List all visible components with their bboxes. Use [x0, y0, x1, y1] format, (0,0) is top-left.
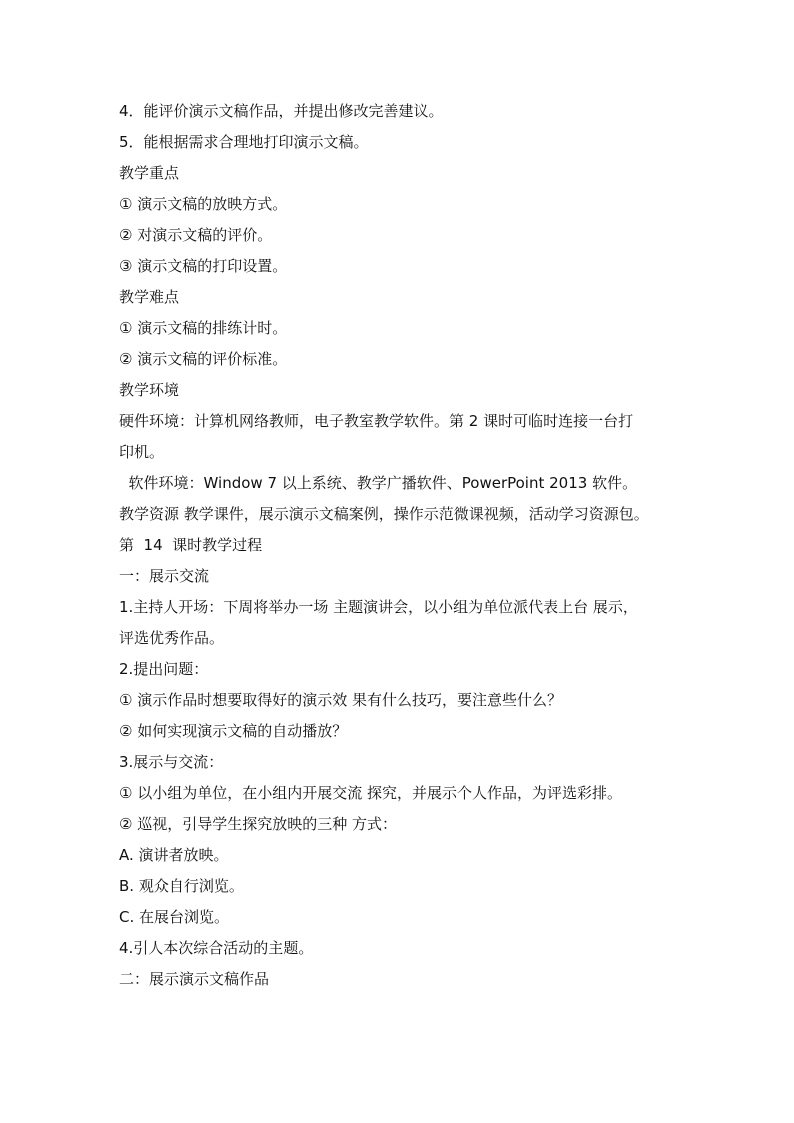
step-2: 2.提出问题：: [119, 660, 209, 678]
software-environment: 软件环境：Window 7 以上系统、教学广播软件、PowerPoint 2013 软件。: [119, 474, 638, 492]
mode-b: B. 观众自行浏览。: [119, 877, 244, 895]
step-1: 1.主持人开场：下周将举办一场 主题演讲会，以小组为单位派代表上台 展示，: [119, 598, 638, 616]
step-1-cont: 评选优秀作品。: [119, 629, 225, 647]
question-1: ① 演示作品时想要取得好的演示效 果有什么技巧，要注意些什么？: [119, 691, 562, 709]
key-point-2: ② 对演示文稿的评价。: [119, 226, 273, 244]
activity-1: ① 以小组为单位，在小组内开展交流 探究，并展示个人作品，为评选彩排。: [119, 784, 622, 802]
key-point-1: ① 演示文稿的放映方式。: [119, 195, 288, 213]
objective-5: 5．能根据需求合理地打印演示文稿。: [119, 133, 369, 151]
key-point-3: ③ 演示文稿的打印设置。: [119, 257, 288, 275]
lesson-process-heading: 第 14 课时教学过程: [119, 536, 263, 554]
question-2: ② 如何实现演示文稿的自动播放？: [119, 722, 348, 740]
activity-2: ② 巡视，引导学生探究放映的三种 方式：: [119, 815, 397, 833]
mode-a: A. 演讲者放映。: [119, 846, 229, 864]
heading-difficulties: 教学难点: [119, 288, 180, 306]
step-3: 3.展示与交流：: [119, 753, 224, 771]
difficulty-2: ② 演示文稿的评价标准。: [119, 350, 288, 368]
heading-key-points: 教学重点: [119, 164, 180, 182]
teaching-resources: 教学资源 教学课件，展示演示文稿案例，操作示范微课视频，活动学习资源包。: [119, 505, 649, 523]
section-1-heading: 一：展示交流: [119, 567, 210, 585]
mode-c: C. 在展台浏览。: [119, 908, 230, 926]
step-4: 4.引人本次综合活动的主题。: [119, 939, 314, 957]
difficulty-1: ① 演示文稿的排练计时。: [119, 319, 288, 337]
hardware-environment: 硬件环境：计算机网络教师，电子教室教学软件。第 2 课时可临时连接一台打: [119, 412, 634, 430]
heading-environment: 教学环境: [119, 381, 180, 399]
hardware-environment-cont: 印机。: [119, 443, 165, 461]
objective-4: 4．能评价演示文稿作品，并提出修改完善建议。: [119, 102, 444, 120]
section-2-heading: 二：展示演示文稿作品: [119, 970, 270, 988]
